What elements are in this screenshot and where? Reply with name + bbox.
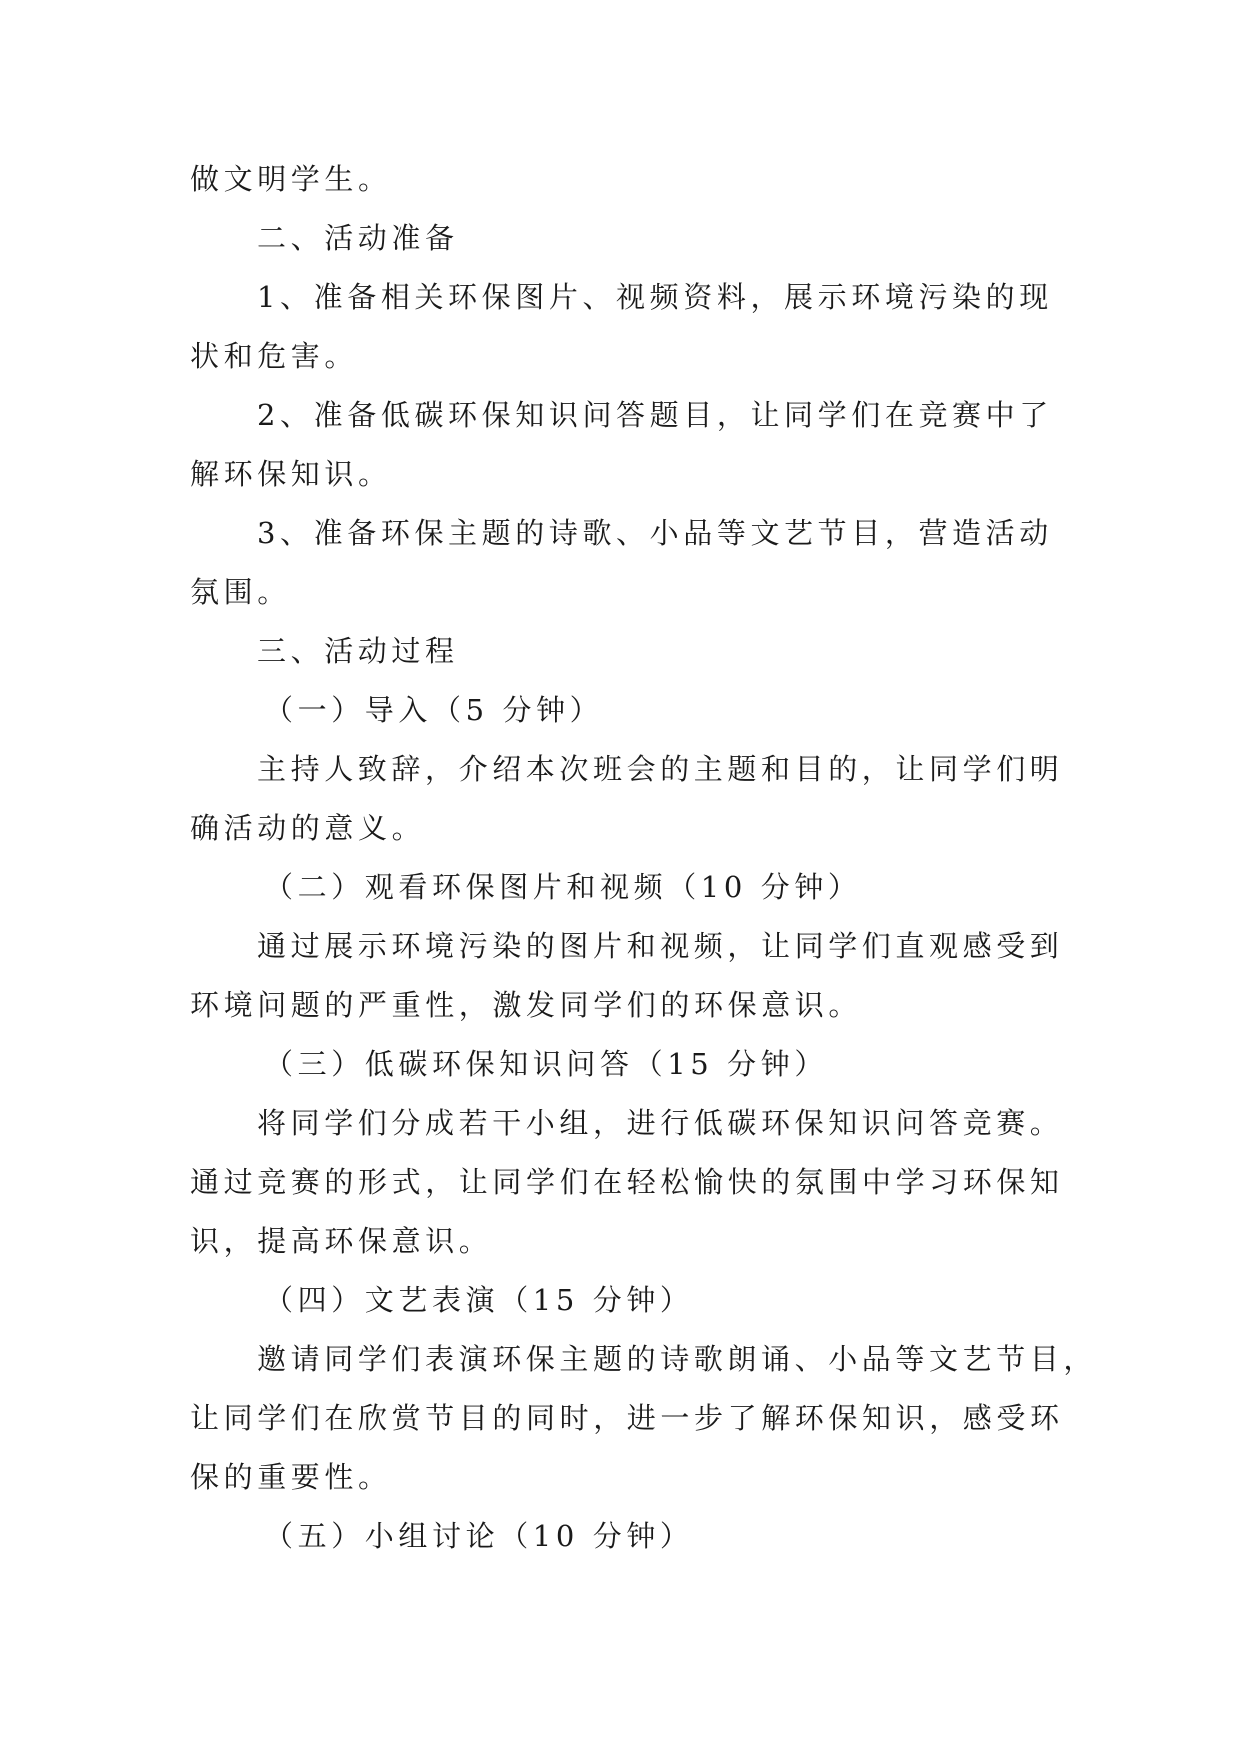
text-line: 做文明学生。 — [190, 162, 392, 196]
subsection-heading: （三）低碳环保知识问答（15 分钟） — [264, 1047, 828, 1081]
text-line: 主持人致辞，介绍本次班会的主题和目的，让同学们明 — [257, 752, 1064, 786]
text-line: 3、准备环保主题的诗歌、小品等文艺节目，营造活动 — [257, 516, 1053, 550]
text-line: 让同学们在欣赏节目的同时，进一步了解环保知识，感受环 — [190, 1401, 1064, 1435]
section-heading: 二、活动准备 — [257, 221, 459, 255]
subsection-heading: （五）小组讨论（10 分钟） — [264, 1519, 694, 1553]
subsection-heading: （一）导入（5 分钟） — [264, 693, 604, 727]
text-line: 2、准备低碳环保知识问答题目，让同学们在竞赛中了 — [257, 398, 1053, 432]
text-line: 环境问题的严重性，激发同学们的环保意识。 — [190, 988, 863, 1022]
text-line: 确活动的意义。 — [190, 811, 426, 845]
text-line: 保的重要性。 — [190, 1460, 392, 1494]
text-line: 通过竞赛的形式，让同学们在轻松愉快的氛围中学习环保知 — [190, 1165, 1064, 1199]
text-line: 识，提高环保意识。 — [190, 1224, 493, 1258]
text-line: 解环保知识。 — [190, 457, 392, 491]
text-line: 通过展示环境污染的图片和视频，让同学们直观感受到 — [257, 929, 1064, 963]
text-line: 1、准备相关环保图片、视频资料，展示环境污染的现 — [257, 280, 1053, 314]
section-heading: 三、活动过程 — [257, 634, 459, 668]
subsection-heading: （二）观看环保图片和视频（10 分钟） — [264, 870, 862, 904]
text-line: 将同学们分成若干小组，进行低碳环保知识问答竞赛。 — [257, 1106, 1064, 1140]
text-line: 邀请同学们表演环保主题的诗歌朗诵、小品等文艺节目， — [257, 1342, 1098, 1376]
text-line: 氛围。 — [190, 575, 291, 609]
text-line: 状和危害。 — [190, 339, 359, 373]
subsection-heading: （四）文艺表演（15 分钟） — [264, 1283, 694, 1317]
